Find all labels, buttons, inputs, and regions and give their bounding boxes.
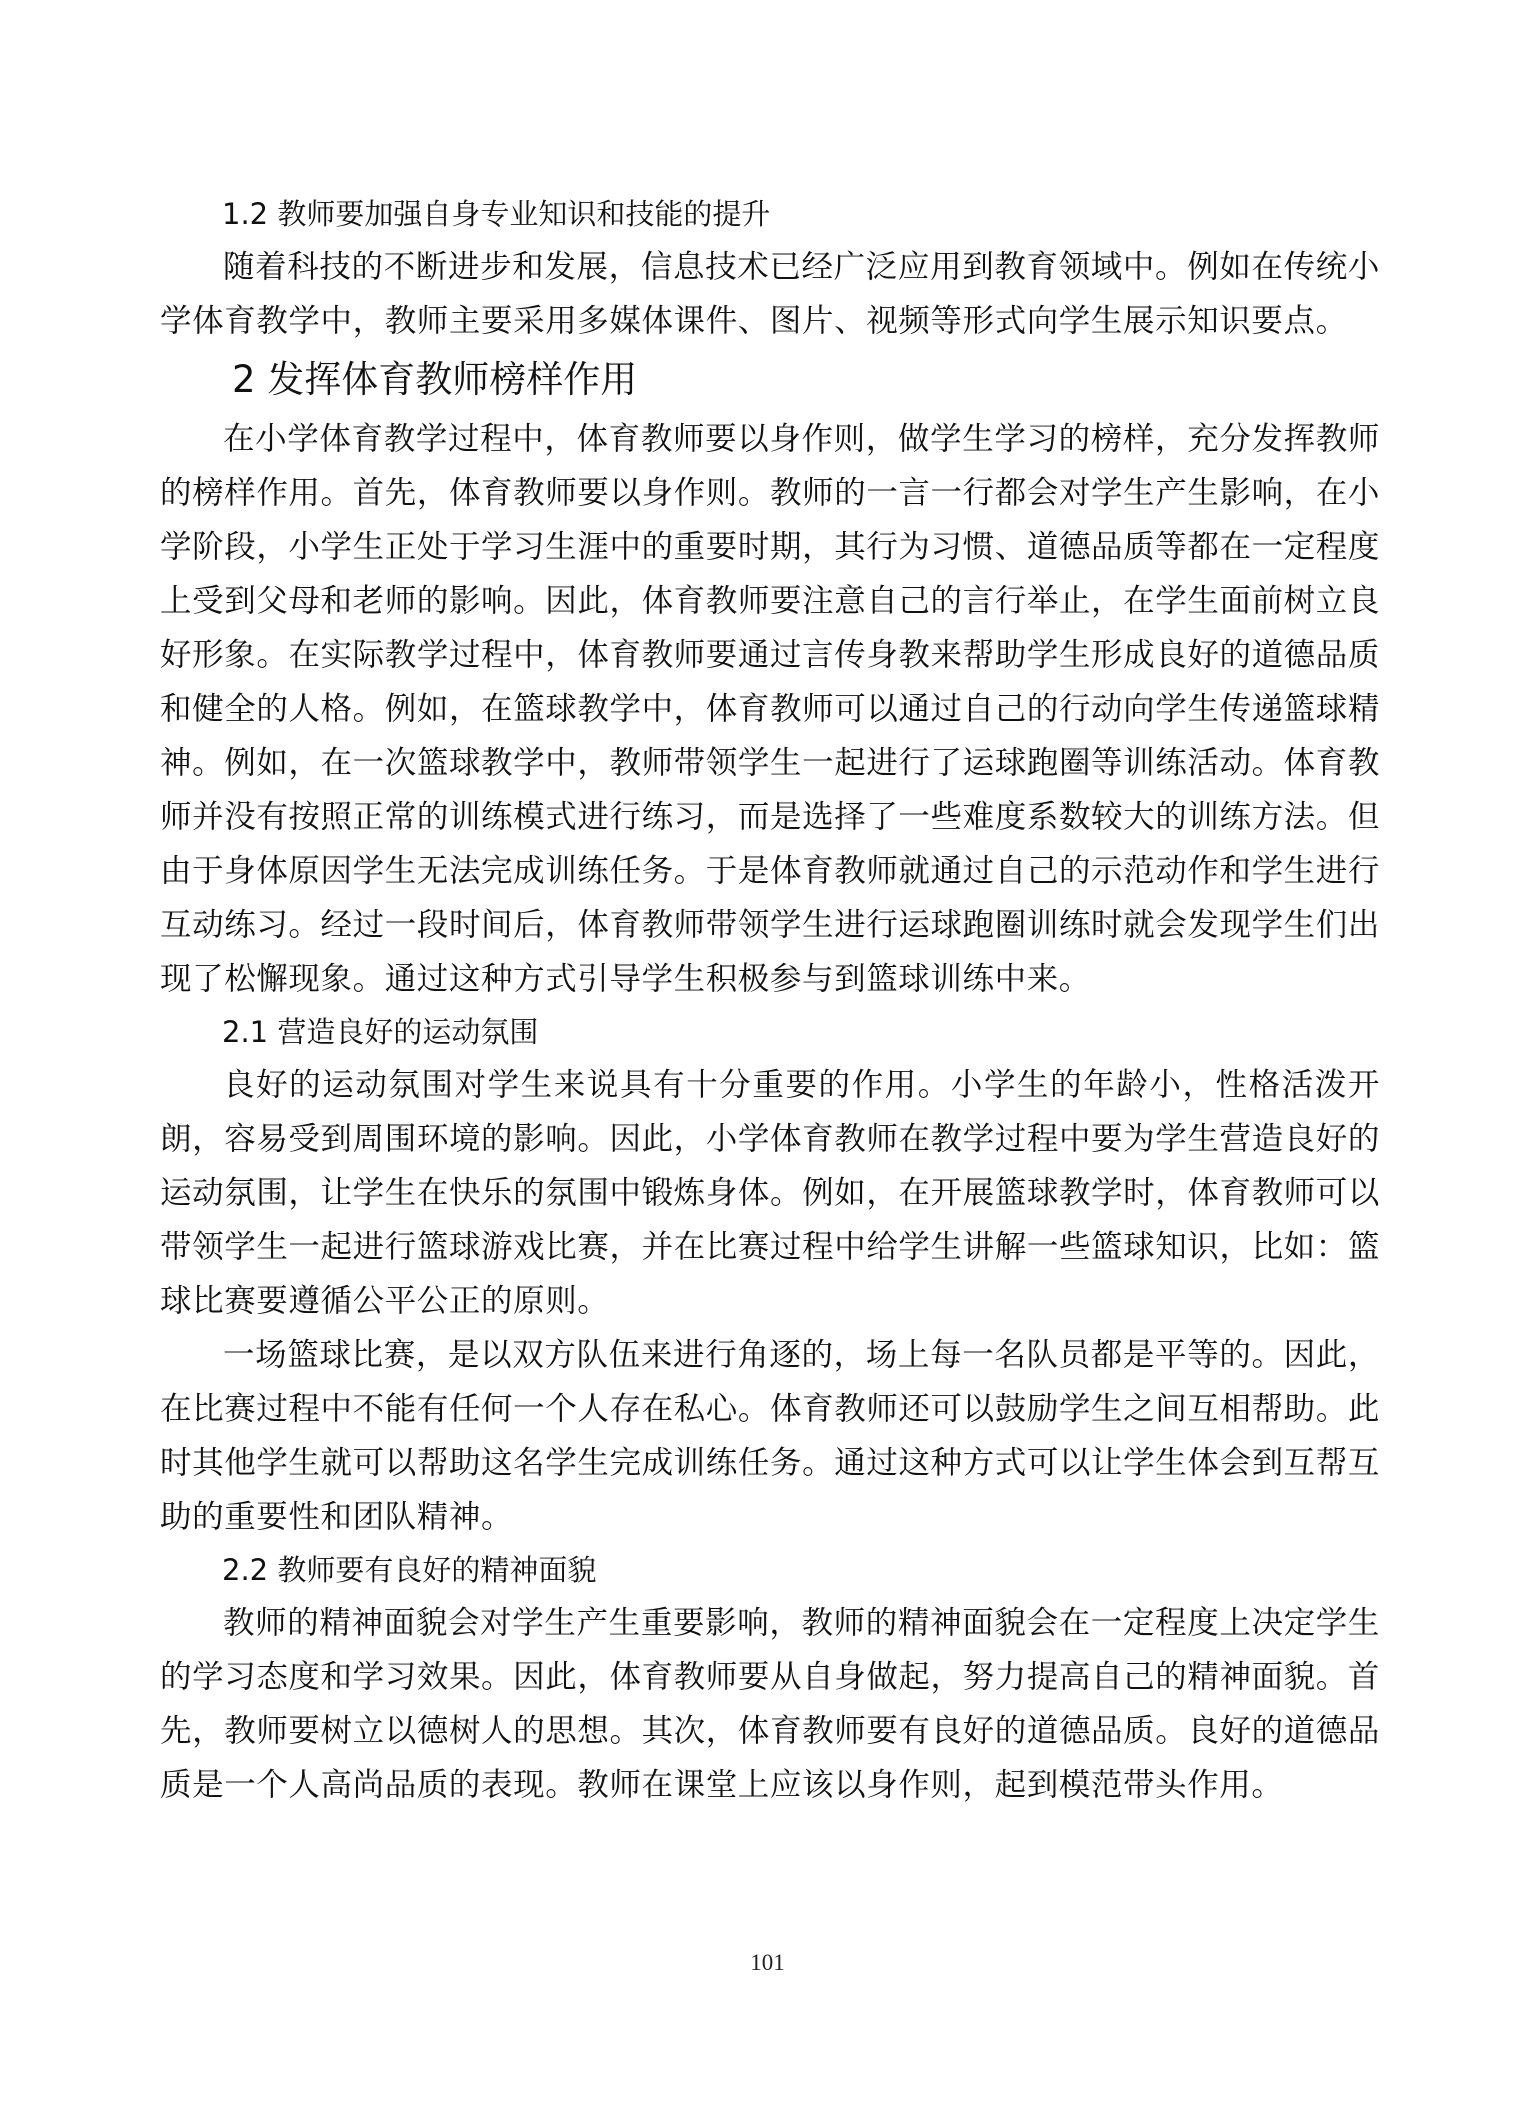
paragraph-1-2-1: 随着科技的不断进步和发展，信息技术已经广泛应用到教育领域中。例如在传统小学体育教学中，教师主要采用多媒体课件、图片、视频等形式向学生展示知识要点。: [160, 249, 1380, 339]
section-heading-2-2: 2.2 教师要有良好的精神面貌: [222, 1553, 597, 1587]
section-heading-1-2: 1.2 教师要加强自身专业知识和技能的提升: [222, 197, 771, 231]
section-heading-2-1: 2.1 营造良好的运动氛围: [222, 1015, 539, 1049]
section-heading-2: 2 发挥体育教师榜样作用: [232, 358, 638, 401]
page-content: [160, 188, 1380, 1812]
paragraph-2-1-2: 一场篮球比赛，是以双方队伍来进行角逐的，场上每一名队员都是平等的。因此，在比赛过程中不能有任何一个人存在私心。体育教师还可以鼓励学生之间互相帮助。此时其他学生就可以帮助这名学生完成训练任务。通过这种方式可以让学生体会到互帮互助的重要性和团队精神。: [160, 1337, 1380, 1535]
paragraph-2-2-1: 教师的精神面貌会对学生产生重要影响，教师的精神面貌会在一定程度上决定学生的学习态度和学习效果。因此，体育教师要从自身做起，努力提高自己的精神面貌。首先，教师要树立以德树人的思想。其次，体育教师要有良好的道德品质。良好的道德品质是一个人高尚品质的表现。教师在课堂上应该以身作则，起到模范带头作用。: [160, 1605, 1380, 1803]
paragraph-2-1: 在小学体育教学过程中，体育教师要以身作则，做学生学习的榜样，充分发挥教师的榜样作用。首先，体育教师要以身作则。教师的一言一行都会对学生产生影响，在小学阶段，小学生正处于学习生涯中的重要时期，其行为习惯、道德品质等都在一定程度上受到父母和老师的影响。因此，体育教师要注意自己的言行举止，在学生面前树立良好形象。在实际教学过程中，体育教师要通过言传身教来帮助学生形成良好的道德品质和健全的人格。例如，在篮球教学中，体育教师可以通过自己的行动向学生传递篮球精神。例如，在一次篮球教学中，教师带领学生一起进行了运球跑圈等训练活动。体育教师并没有按照正常的训练模式进行练习，而是选择了一些难度系数较大的训练方法。但由于身体原因学生无法完成训练任务。于是体育教师就通过自己的示范动作和学生进行互动练习。经过一段时间后，体育教师带领学生进行运球跑圈训练时就会发现学生们出现了松懈现象。通过这种方式引导学生积极参与到篮球训练中来。: [160, 421, 1380, 997]
paragraph-2-1-1: 良好的运动氛围对学生来说具有十分重要的作用。小学生的年龄小，性格活泼开朗，容易受到周围环境的影响。因此，小学体育教师在教学过程中要为学生营造良好的运动氛围，让学生在快乐的氛围中锻炼身体。例如，在开展篮球教学时，体育教师可以带领学生一起进行篮球游戏比赛，并在比赛过程中给学生讲解一些篮球知识，比如：篮球比赛要遵循公平公正的原则。: [160, 1067, 1380, 1319]
page-number: 101: [750, 1950, 785, 1975]
